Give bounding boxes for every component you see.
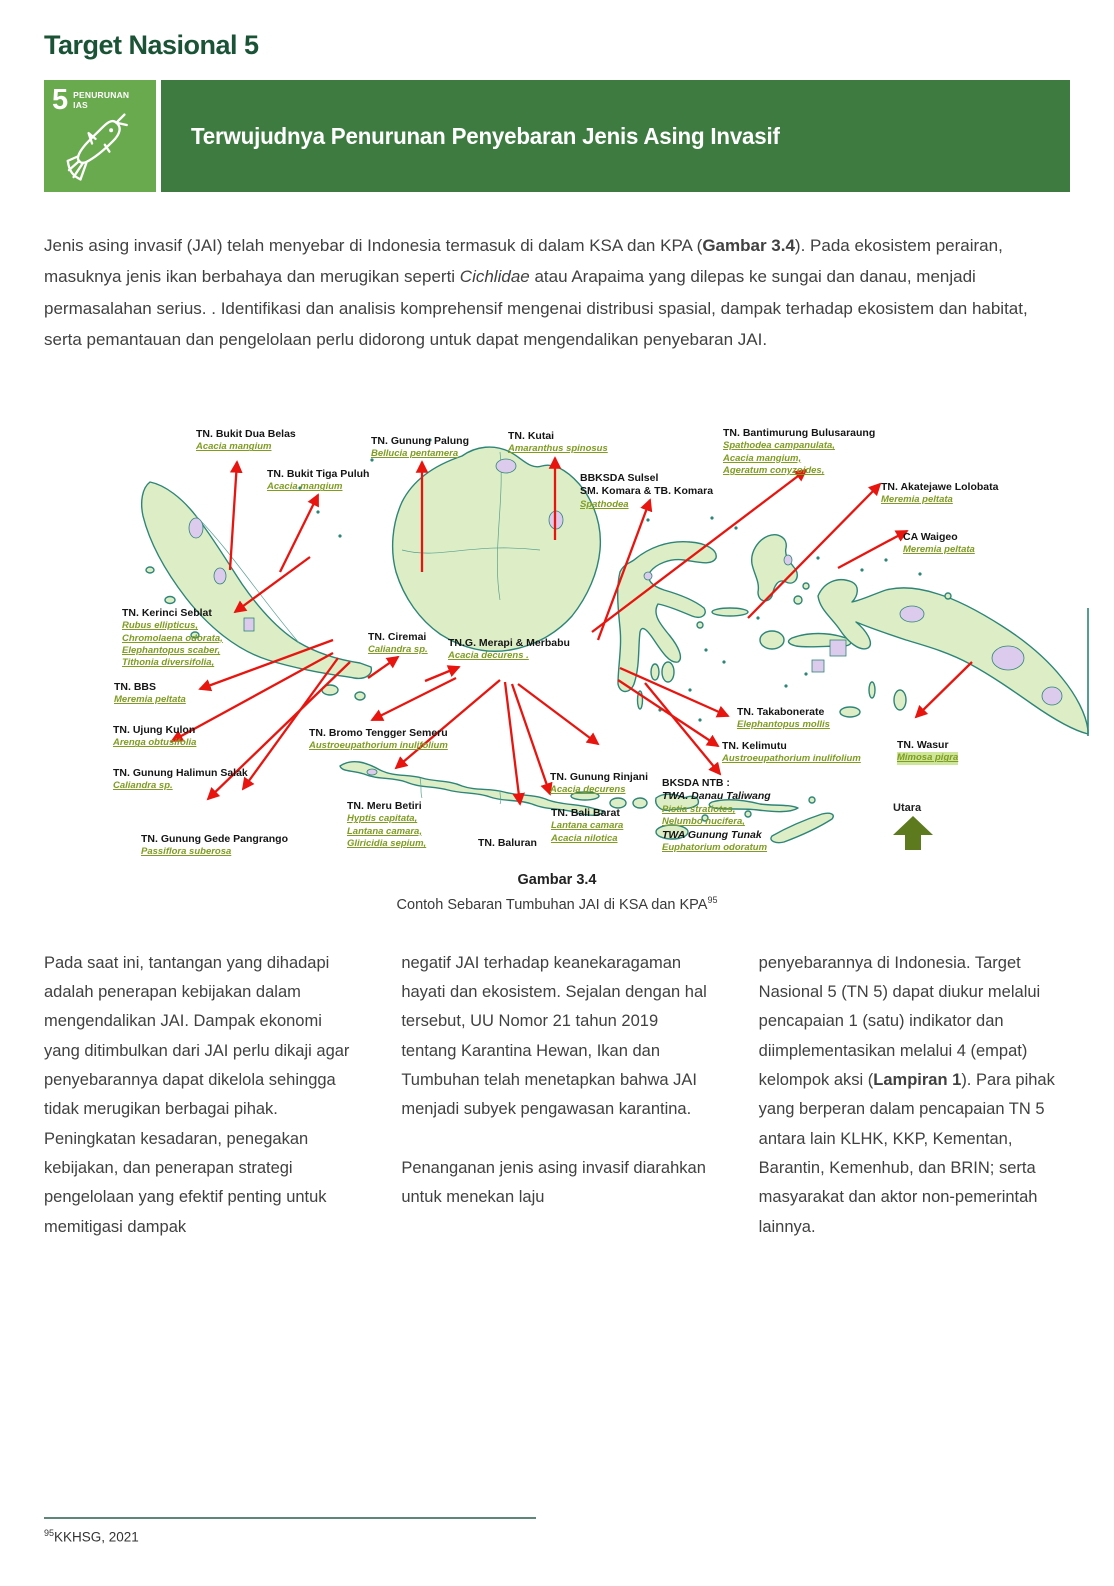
- site-species-line: Elephantopus scaber,: [122, 645, 221, 657]
- document-page: [0, 30, 1114, 1586]
- site-title: CA Waigeo: [903, 530, 958, 543]
- site-title: TN. Kelimutu: [722, 739, 787, 752]
- footnote-ref: 95: [44, 1528, 55, 1538]
- site-species-line: Ageratum conyzoides,: [723, 465, 825, 477]
- site-species-line: Meremia peltata: [114, 694, 186, 706]
- site-species-line: Hyptis capitata,: [347, 813, 418, 825]
- site-species-line: Acacia mangium: [196, 441, 272, 453]
- island: [869, 682, 875, 698]
- map-site-tn-akatejawe-lolobata: [881, 481, 998, 507]
- goal-banner: [44, 80, 1070, 192]
- island: [809, 797, 815, 803]
- map-site-tn-ciremai: [368, 631, 428, 657]
- column-3: [759, 949, 1070, 1272]
- north-label: Utara: [893, 801, 922, 814]
- caption-footnote-ref: 95: [707, 894, 718, 905]
- site-species-line: Caliandra sp.: [368, 644, 428, 656]
- site-title: TN. Wasur: [897, 738, 949, 751]
- site-species-line: TWA. Danau Taliwang: [662, 790, 771, 803]
- site-title: TN. Gunung Palung: [371, 434, 469, 447]
- site-species-line: Arenga obtusifolia: [113, 737, 197, 749]
- site-species-line: Acacia mangium,: [723, 452, 802, 464]
- column3-paragraph: penyebarannya di Indonesia. Target Nasional 5 (TN 5) dapat diukur melalui pencapaian 1 (satu) indikator dan diimplementasikan melalui 4 (empat) kelompok aksi (Lampiran 1). Para pihak yang berperan dalam pencapaian TN 5 antara lain KLHK, KKP, Kementan, Barantin, Kemenhub, dan BRIN; serta masyarakat dan aktor non-pemerintah lainnya.: [758, 953, 1055, 1236]
- map-site-tn-bbs: [114, 681, 186, 707]
- site-title: TN. Baluran: [478, 836, 537, 849]
- site-species-line: Nelumbo nucifera,: [662, 816, 745, 828]
- intro-text: Jenis asing invasif (JAI) telah menyebar di Indonesia termasuk di dalam KSA dan KPA (: [44, 236, 703, 255]
- map-site-tn-gunung-palung: [371, 435, 469, 461]
- site-title: TN. Akatejawe Lolobata: [881, 480, 999, 493]
- intro-paragraph: [44, 230, 1070, 356]
- goal-tag: [73, 90, 129, 110]
- island: [633, 798, 647, 808]
- body-columns-section: [0, 949, 1114, 1272]
- island: [697, 622, 703, 628]
- site-pointer-arrow: [280, 495, 318, 572]
- goal-heading-bar: [161, 80, 1070, 192]
- island: [760, 631, 784, 649]
- site-species-line: Acacia decurens: [550, 784, 626, 796]
- site-species-line: Spathodea campanulata,: [723, 440, 835, 452]
- map-site-tn-ujung-kulon: [113, 724, 196, 750]
- map-site-tn-kutai: [508, 430, 608, 456]
- north-arrow-icon: [893, 816, 933, 850]
- site-title: TN. Bukit Dua Belas: [196, 427, 296, 440]
- footnote: [44, 1517, 536, 1545]
- island: [771, 813, 833, 842]
- site-species-line: Austroeupathorium inulifolium: [309, 740, 448, 752]
- map-site-tn-bali-barat: [551, 807, 623, 845]
- island: [945, 593, 951, 599]
- site-title: TN. Bromo Tengger Semeru: [309, 726, 448, 739]
- map-site-tn-baluran: [478, 837, 537, 851]
- site-title: TN. BBS: [114, 680, 156, 693]
- goal-tag-line2: IAS: [73, 100, 88, 111]
- column1-paragraph: Pada saat ini, tantangan yang dihadapi adalah penerapan kebijakan dalam mengendalikan JAI. Dampak ekonomi yang ditimbulkan dari JAI perlu dikaji agar penyebarannya dapat dikelola sehingga tidak merugikan berbagai pihak. Peningkatan kesadaran, penegakan kebijakan, dan penerapan strategi pengelolaan yang efektif penting untuk memitigasi dampak: [44, 953, 350, 1236]
- map-site-tn-bukit-dua-belas: [196, 428, 296, 454]
- site-title: TN. Takabonerate: [737, 705, 825, 718]
- site-species-line: Austroeupathorium inulifolium: [722, 753, 861, 765]
- column-1: [44, 949, 355, 1272]
- site-species-line: Pistia stratiotes,: [662, 804, 736, 816]
- site-species-line: Rubus ellipticus,: [122, 620, 199, 632]
- goal-number: 5: [52, 84, 69, 116]
- site-species-line: SM. Komara & TB. Komara: [580, 485, 714, 498]
- figure-caption-title: Gambar 3.4: [517, 871, 597, 888]
- site-title: TN. Gunung Halimun Salak: [113, 766, 248, 779]
- island: [662, 662, 674, 682]
- site-pointer-arrow: [372, 678, 456, 720]
- intro-text: ). Pada ekosistem perairan, masuknya jenis ikan berbahaya dan merugikan seperti: [44, 236, 1003, 287]
- map-site-tn-gunung-rinjani: [550, 771, 648, 797]
- footnote-rule: [44, 1517, 536, 1519]
- site-pointer-arrow: [243, 658, 338, 789]
- site-title: BKSDA NTB :: [662, 776, 730, 789]
- goal-heading: Terwujudnya Penurunan Penyebaran Jenis Asing Invasif: [191, 122, 780, 149]
- figure-caption-text: Contoh Sebaran Tumbuhan JAI di KSA dan KPA$^{95}$: [396, 894, 718, 913]
- site-title: TN.G. Merapi & Merbabu: [448, 636, 570, 649]
- site-title: TN. Gunung Gede Pangrango: [141, 832, 288, 845]
- map-site-tn-bromo-tengger-semeru: [309, 727, 448, 753]
- site-title: TN. Ciremai: [368, 630, 427, 643]
- site-species-line: Elephantopus mollis: [737, 719, 830, 731]
- figure-caption: [0, 872, 1114, 913]
- site-species-line: Amaranthus spinosus: [508, 443, 608, 455]
- map-site-ca-waigeo: [903, 531, 975, 557]
- site-species-line: Meremia peltata: [903, 544, 975, 556]
- site-species-line: Acacia nilotica: [551, 832, 618, 844]
- site-species-line: Mimosa pigra: [897, 752, 959, 764]
- site-species-line: Caliandra sp.: [113, 780, 173, 792]
- island: [840, 707, 860, 717]
- site-species-line: Tithonia diversifolia,: [122, 657, 215, 669]
- site-title: TN. Gunung Rinjani: [550, 770, 648, 783]
- site-title: TN. Bukit Tiga Puluh: [267, 467, 370, 480]
- map-figure: [0, 400, 1114, 862]
- map-site-tn-gunung-halimun-salak: [113, 767, 248, 793]
- column-2: [401, 949, 712, 1272]
- map-site-tn-kelimutu: [722, 740, 861, 766]
- island: [894, 690, 906, 710]
- map-site-tn-wasur: [897, 739, 958, 765]
- column2-paragraph2: Penanganan jenis asing invasif diarahkan untuk menekan laju: [401, 1158, 706, 1207]
- island: [393, 447, 601, 651]
- island: [355, 692, 365, 700]
- site-title: TN. Bali Barat: [551, 806, 620, 819]
- island: [803, 583, 809, 589]
- intro-figure-ref: Gambar 3.4: [702, 236, 795, 255]
- map-site-tn-kerinci-seblat: [122, 607, 223, 670]
- site-title: TN. Kutai: [508, 429, 555, 442]
- site-title: BBKSDA Sulsel: [580, 471, 659, 484]
- island: [146, 567, 154, 573]
- site-species-line: Gliricidia sepium,: [347, 838, 427, 850]
- goal-badge: [44, 80, 156, 192]
- site-species-line: Acacia decurens .: [448, 650, 529, 662]
- footnote-text: $^{95}$KKHSG, 2021: [44, 1528, 139, 1545]
- site-title: TN. Ujung Kulon: [113, 723, 196, 736]
- site-species-line: Chromolaena odorata,: [122, 632, 223, 644]
- site-species-line: Lantana camara: [551, 820, 624, 832]
- column2-paragraph1: negatif JAI terhadap keanekaragaman hayati dan ekosistem. Sejalan dengan hal tersebut, UU Nomor 21 tahun 2019 tentang Karantina Hewan, Ikan dan Tumbuhan telah menetapkan bahwa JAI menjadi subyek pengawasan karantina.: [401, 953, 707, 1119]
- site-species-line: TWA Gunung Tunak: [662, 828, 762, 841]
- site-pointer-arrow: [368, 657, 398, 678]
- map-site-tn-bantimurung-bulusaraung: [723, 427, 875, 478]
- site-pointer-arrow: [230, 462, 237, 570]
- site-pointer-arrow: [838, 531, 907, 568]
- island: [651, 664, 659, 680]
- north-indicator: [893, 802, 933, 855]
- map-site-bksda-ntb: [662, 777, 771, 855]
- site-species-line: Euphatorium odoratum: [662, 842, 768, 854]
- lampiran-ref: Lampiran 1: [873, 1071, 962, 1090]
- map-site-tn-gunung-gede-pangrango: [141, 833, 288, 859]
- site-title: TN. Kerinci Seblat: [122, 606, 212, 619]
- site-species-line: Passiflora suberosa: [141, 846, 232, 858]
- site-species-line: Bellucia pentamera: [371, 448, 459, 460]
- site-title: TN. Bantimurung Bulusaraung: [723, 426, 876, 439]
- site-species-line: Acacia mangium: [267, 481, 343, 493]
- site-species-line: Lantana camara,: [347, 825, 422, 837]
- site-pointer-arrow: [916, 662, 972, 717]
- three-column-text: [44, 949, 1070, 1272]
- island: [712, 608, 748, 616]
- page-content: [0, 30, 1114, 356]
- invasive-fish-icon: [62, 110, 136, 184]
- site-pointer-arrow: [235, 557, 310, 612]
- site-title: TN. Meru Betiri: [347, 799, 422, 812]
- site-pointer-arrow: [396, 680, 500, 768]
- intro-species: Cichlidae: [459, 267, 530, 287]
- goal-tag-line1: PENURUNAN: [73, 90, 130, 100]
- map-site-tn-bukit-tiga-puluh: [267, 468, 369, 494]
- island: [794, 596, 802, 604]
- island: [165, 596, 175, 603]
- site-species-line: Meremia peltata: [881, 494, 953, 506]
- map-site-tn-g-merapi-merbabu: [448, 637, 570, 663]
- page-title: Target Nasional 5: [44, 30, 259, 60]
- map-site-bbksda-sulsel: [580, 472, 713, 512]
- map-site-tn-takabonerate: [737, 706, 830, 732]
- site-species-line: Spathodea: [580, 499, 629, 511]
- intro-text: atau Arapaima yang dilepas ke sungai dan danau, menjadi permasalahan serius. . Identifikasi dan analisis komprehensif mengenai distribusi spasial, dampak terhadap ekosistem dan habitat, serta pemantauan dan pengelolaan perlu didorong untuk dapat mengendalikan penyebaran JAI.: [44, 267, 1028, 350]
- map-site-tn-meru-betiri: [347, 800, 426, 851]
